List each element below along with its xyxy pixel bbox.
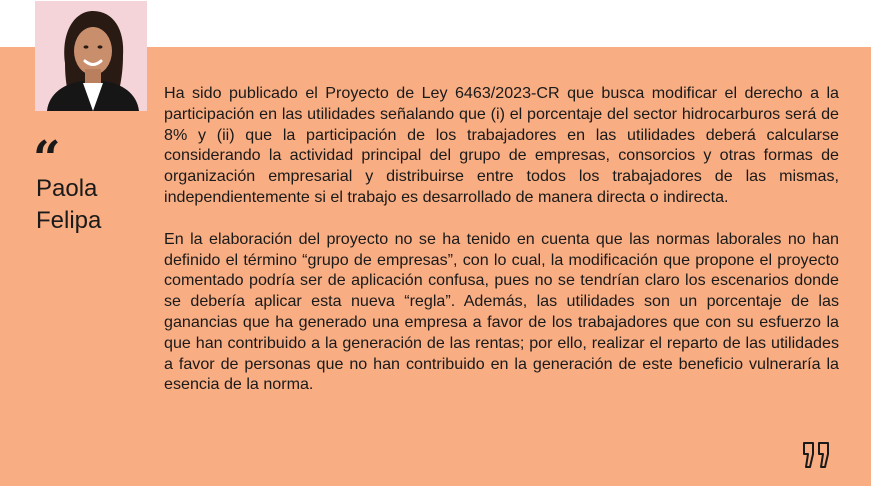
quote-paragraph: Ha sido publicado el Proyecto de Ley 6463/2023-CR que busca modificar el derecho a la participación en las utilidades señalando que (i) el porcentaje del sector hidrocarburos será de 8% y (ii) que la participación de los trabajadores en las utilidades deberá calcularse considerando la actividad principal del grupo de empresas, consorcios y otras formas de organización empresarial y distribuirse entre todos los trabajadores de las mismas, independientemente si el trabajo es desarrollado de manera directa o indirecta. <box>164 84 839 206</box>
open-quote-icon: “ <box>33 131 61 187</box>
close-quote-icon <box>802 441 832 474</box>
quote-paragraph: En la elaboración del proyecto no se ha tenido en cuenta que las normas laborales no han definido el término “grupo de empresas”, con lo cual, la modificación que propone el proyecto comentado podría ser de aplicación confusa, pues no se tendrían claro los escenarios donde se debería aplicar esta nueva “regla”. Además, las utilidades son un porcentaje de las ganancias que ha generado una empresa a favor de los trabajadores que con su esfuerzo la que han contribuido a la generación de las rentas; por ello, realizar el reparto de las utilidades a favor de personas que no han contribuido en la generación de este beneficio vulneraría la esencia de la norma. <box>164 229 839 394</box>
author-photo <box>35 1 147 111</box>
portrait-illustration <box>35 1 147 111</box>
author-name <box>36 173 101 237</box>
quote-body <box>164 83 839 395</box>
author-last-name: Felipa <box>36 207 102 234</box>
author-first-name: Paola <box>36 175 98 202</box>
